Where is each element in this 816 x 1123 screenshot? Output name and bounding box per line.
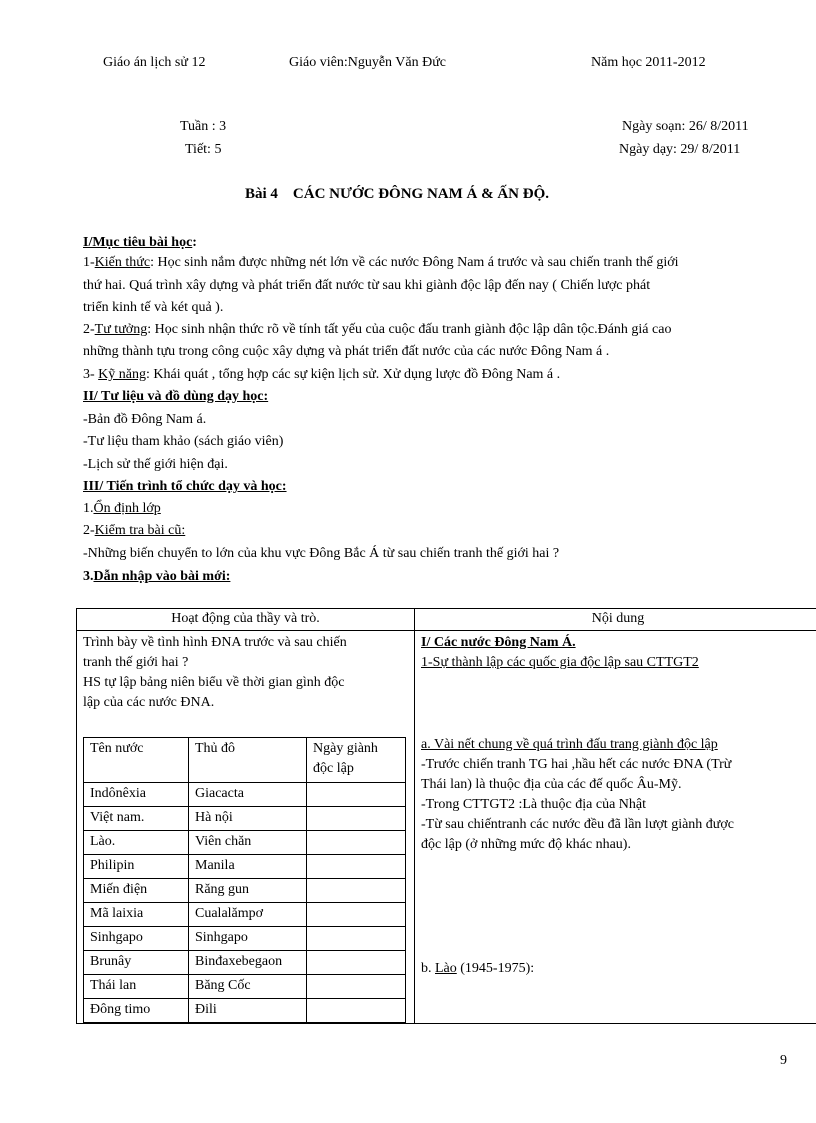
country-capital: Viên chăn: [189, 831, 307, 855]
right-heading: [421, 631, 815, 653]
section3-item3: [83, 567, 803, 587]
lesson-table: [76, 608, 816, 1024]
right-heading-text: I/ Các nước Đông Nam Á.: [421, 635, 576, 650]
inner-header-name: Tên nước: [84, 738, 189, 783]
teach-date: Ngày dạy: 29/ 8/2011: [619, 142, 741, 157]
country-date: [307, 831, 406, 855]
country-capital: Cualalămpơ: [189, 903, 307, 927]
section2-item-1: -Bản đồ Đông Nam á.: [83, 412, 207, 427]
knowledge-text1: : Học sinh nắm được những nét lớn về các nước Đông Nam á trước và sau chiến tranh thế giới: [150, 255, 679, 270]
table-row: [84, 855, 406, 879]
section1-heading-suffix: :: [192, 235, 197, 250]
table-row: [84, 903, 406, 927]
country-date: [307, 879, 406, 903]
item1-prefix: 1.: [83, 501, 94, 516]
col-right-header: Nội dung: [415, 609, 816, 631]
right-b-suffix: (1945-1975):: [456, 961, 535, 976]
inner-header-date: Ngày giành độc lập: [307, 738, 406, 783]
country-date: [307, 807, 406, 831]
right-sub1: 1-Sự thành lập các quốc gia độc lập sau CTTGT2: [421, 655, 699, 670]
skill-line1: [83, 365, 803, 385]
thought-prefix: 2-: [83, 322, 95, 337]
table-row: [84, 951, 406, 975]
country-capital: Giacacta: [189, 783, 307, 807]
table-row: [84, 831, 406, 855]
country-capital: Manila: [189, 855, 307, 879]
country-capital: Binđaxebegaon: [189, 951, 307, 975]
country-name: Lào.: [84, 831, 189, 855]
country-date: [307, 855, 406, 879]
knowledge-line1: [83, 253, 803, 273]
right-b-prefix: b.: [421, 961, 435, 976]
right-cell: [415, 631, 816, 1024]
right-sub-a: a. Vài nết chung về quá trình đấu trang giành độc lập: [421, 737, 718, 752]
header-left: Giáo án lịch sử 12: [103, 55, 206, 70]
right-b: [421, 959, 815, 979]
country-capital: Sinhgapo: [189, 927, 307, 951]
item1-label: Ổn định lớp: [93, 501, 161, 516]
country-name: Philipin: [84, 855, 189, 879]
table-row: [84, 879, 406, 903]
country-table: [83, 737, 406, 1023]
prep-date: Ngày soạn: 26/ 8/2011: [622, 119, 749, 134]
section2-heading: II/ Tư liệu và đồ dùng dạy học:: [83, 389, 269, 404]
skill-prefix: 3-: [83, 367, 99, 382]
left-text-3: HS tự lập bảng niên biểu về thời gian gình độc: [83, 675, 345, 690]
knowledge-prefix: 1-: [83, 255, 95, 270]
page-number: 9: [780, 1053, 787, 1068]
table-row: [84, 975, 406, 999]
section2-item-3: -Lịch sử thế giới hiện đại.: [83, 457, 228, 472]
table-row: [84, 783, 406, 807]
country-date: [307, 927, 406, 951]
skill-text1: : Khái quát , tổng hợp các sự kiện lịch sử. Xử dụng lược đồ Đông Nam á .: [146, 367, 561, 382]
country-name: Brunây: [84, 951, 189, 975]
country-name: Miến điện: [84, 879, 189, 903]
country-date: [307, 951, 406, 975]
country-name: Mã laixia: [84, 903, 189, 927]
country-capital: Hà nội: [189, 807, 307, 831]
left-text-1: Trình bày về tình hình ĐNA trước và sau chiến: [83, 635, 347, 650]
table-row: [84, 927, 406, 951]
right-a2: Thái lan) là thuộc địa của các đế quốc Âu-Mỹ.: [421, 777, 682, 792]
right-a1: -Trước chiến tranh TG hai ,hầu hết các nước ĐNA (Trừ: [421, 757, 732, 772]
item3-label: Dẫn nhập vào bài mới:: [93, 569, 231, 584]
left-text-2: tranh thế giới hai ?: [83, 655, 189, 670]
skill-label: Kỹ năng: [98, 367, 146, 382]
country-name: Indônêxia: [84, 783, 189, 807]
country-name: Thái lan: [84, 975, 189, 999]
table-row: [84, 807, 406, 831]
section3-item2-question: -Những biến chuyển to lớn của khu vực Đông Bắc Á từ sau chiến tranh thế giới hai ?: [83, 546, 560, 561]
right-a3: -Trong CTTGT2 :Là thuộc địa của Nhật: [421, 797, 646, 812]
section1-heading: [83, 233, 803, 253]
knowledge-label: Kiến thức: [94, 255, 151, 270]
country-capital: Băng Cốc: [189, 975, 307, 999]
lesson-title: Bài 4 CÁC NƯỚC ĐÔNG NAM Á & ẤN ĐỘ.: [245, 186, 550, 202]
thought-text1: : Học sinh nhận thức rõ về tính tất yếu của cuộc đấu tranh giành độc lập dân tộc.Đánh giá cao: [147, 322, 672, 337]
country-name: Việt nam.: [84, 807, 189, 831]
country-date: [307, 903, 406, 927]
country-capital: Đili: [189, 999, 307, 1023]
country-name: Đông timo: [84, 999, 189, 1023]
left-cell: [77, 631, 415, 1024]
col-left-header: Hoạt động của thầy và trò.: [77, 609, 415, 631]
section2-item-2: -Tư liệu tham khảo (sách giáo viên): [83, 434, 284, 449]
country-date: [307, 975, 406, 999]
header-right: Năm học 2011-2012: [591, 55, 706, 70]
item2-prefix: 2-: [83, 523, 95, 538]
table-row: [84, 999, 406, 1023]
thought-label: Tư tưởng: [94, 322, 148, 337]
knowledge-line2: thứ hai. Quá trình xây dựng và phát triển đất nước từ sau khi giành độc lập đến nay ( Chiến lược phát: [83, 278, 651, 293]
item2-label: Kiểm tra bài cũ:: [94, 523, 186, 538]
right-a5: độc lập (ở những mức độ khác nhau).: [421, 837, 631, 852]
country-date: [307, 783, 406, 807]
thought-line2: những thành tựu trong công cuộc xây dựng và phát triển đất nước của các nước Đông Nam á .: [83, 344, 610, 359]
period: Tiết: 5: [185, 142, 222, 157]
country-date: [307, 999, 406, 1023]
right-a4: -Từ sau chiếntranh các nước đều đã lần lượt giành được: [421, 817, 735, 832]
left-text-4: lập của các nước ĐNA.: [83, 695, 215, 710]
section1-heading-text: I/Mục tiêu bài học: [83, 235, 193, 250]
country-name: Sinhgapo: [84, 927, 189, 951]
section3-heading: III/ Tiến trình tổ chức dạy và học:: [83, 479, 287, 494]
item3-prefix: 3.: [83, 569, 94, 584]
section3-item2: [83, 521, 803, 541]
right-b-label: Lào: [435, 961, 457, 976]
knowledge-line3: triển kinh tế và két quả ).: [83, 300, 224, 315]
week: Tuần : 3: [180, 119, 227, 134]
thought-line1: [83, 320, 803, 340]
header-center: Giáo viên:Nguyễn Văn Đức: [289, 55, 447, 70]
section3-item1: [83, 499, 803, 519]
country-capital: Răng gun: [189, 879, 307, 903]
inner-header-capital: Thủ đô: [189, 738, 307, 783]
